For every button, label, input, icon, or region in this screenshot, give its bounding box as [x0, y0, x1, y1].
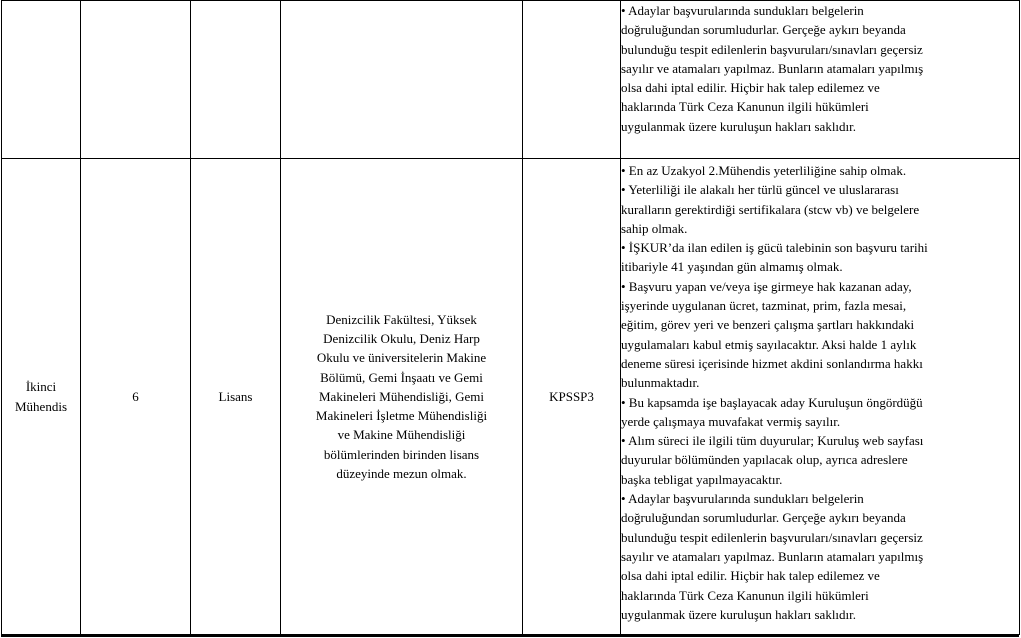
quota-cell [81, 1, 191, 159]
exam-cell [523, 1, 621, 159]
requirement-line: bulunduğu tespit edilenlerin başvuruları/sınavları geçersiz [621, 529, 923, 545]
requirement-line: uygulamaları kabul etmiş sayılacaktır. Aksi halde 1 aylık [621, 336, 917, 352]
bottom-border [1, 635, 1019, 637]
requirement-line: uygulanmak üzere kuruluşun hakları saklıdır. [621, 606, 857, 622]
exam-cell [523, 159, 621, 635]
education-cell [191, 1, 281, 159]
requirement-line: • Adaylar başvurularında sundukları belgelerin [621, 491, 864, 507]
department-line: Okulu ve üniversitelerin Makine [316, 350, 487, 366]
department-cell [281, 159, 523, 635]
department-line: Makineleri İşletme Mühendisliği [315, 408, 488, 424]
position-cell [2, 1, 81, 159]
requirement-line: sayılır ve atamaları yapılmaz. Bunların atamaları yapılmış [621, 548, 924, 564]
requirement-line: • Yeterliliği ile alakalı her türlü güncel ve uluslararası [621, 182, 899, 198]
position-title-line: Mühendis [15, 398, 67, 414]
department-line: Bölümü, Gemi İnşaatı ve Gemi [320, 369, 483, 385]
requirement-line: • Başvuru yapan ve/veya işe girmeye hak kazanan aday, [621, 278, 912, 294]
requirements-table [1, 0, 1020, 635]
requirement-line: başka tebligat yapılmayacaktır. [621, 471, 783, 487]
department-line: Denizcilik Okulu, Deniz Harp [323, 331, 480, 347]
requirement-line: • İŞKUR’da ilan edilen iş gücü talebinin son başvuru tarihi [621, 240, 928, 256]
requirement-line: yerde çalışmaya muvafakat vermiş sayılır. [621, 413, 841, 429]
requirement-line: doğruluğundan sorumludurlar. Gerçeğe aykırı beyanda [621, 510, 906, 526]
requirements-cell [621, 159, 1020, 635]
department-line: Makineleri Mühendisliği, Gemi [318, 388, 484, 404]
department-line: düzeyinde mezun olmak. [336, 465, 467, 481]
requirement-line: itibariyle 41 yaşından gün almamış olmak. [621, 259, 843, 275]
quota-cell [81, 159, 191, 635]
requirement-line: • Adaylar başvurularında sundukları belgelerin [621, 3, 864, 18]
table-row-ikinci-muhendis [2, 159, 1020, 635]
requirement-line: uygulanmak üzere kuruluşun hakları saklıdır. [621, 118, 857, 134]
table-row-previous [2, 1, 1020, 159]
requirement-line: kuralların gerektirdiği sertifikalara (stcw vb) ve belgelere [621, 201, 920, 217]
requirement-line: olsa dahi iptal edilir. Hiçbir hak talep edilemez ve [621, 568, 880, 584]
requirement-line: bulunduğu tespit edilenlerin başvuruları/sınavları geçersiz [621, 41, 923, 57]
requirement-line: olsa dahi iptal edilir. Hiçbir hak talep edilemez ve [621, 80, 880, 96]
requirement-line: • En az Uzakyol 2.Mühendis yeterliliğine sahip olmak. [621, 163, 907, 178]
position-title-line: İkinci [25, 379, 57, 395]
requirement-line: sahip olmak. [621, 220, 688, 236]
requirement-line: • Alım süreci ile ilgili tüm duyurular; Kuruluş web sayfası [621, 433, 924, 449]
exam-type: KPSSP3 [549, 388, 594, 404]
education-cell [191, 159, 281, 635]
education-level: Lisans [218, 388, 253, 404]
requirement-line: doğruluğundan sorumludurlar. Gerçeğe aykırı beyanda [621, 22, 906, 38]
position-cell [2, 159, 81, 635]
requirement-line: haklarında Türk Ceza Kanunun ilgili hükümleri [621, 99, 869, 115]
requirement-line: işyerinde uygulanan ücret, tazminat, prim, fazla mesai, [621, 298, 907, 314]
quota-value: 6 [132, 388, 139, 404]
requirement-line: • Bu kapsamda işe başlayacak aday Kuruluşun öngördüğü [621, 394, 923, 410]
requirement-line: haklarında Türk Ceza Kanunun ilgili hükümleri [621, 587, 869, 603]
department-cell [281, 1, 523, 159]
requirement-line: deneme süresi içerisinde hizmet akdini sonlandırma hakkı [621, 355, 923, 371]
department-line: Denizcilik Fakültesi, Yüksek [326, 312, 477, 328]
requirements-cell [621, 1, 1020, 159]
department-line: ve Makine Mühendisliği [337, 427, 466, 443]
requirement-line: sayılır ve atamaları yapılmaz. Bunların atamaları yapılmış [621, 60, 924, 76]
requirement-line: bulunmaktadır. [621, 375, 700, 391]
requirement-line: eğitim, görev yeri ve benzeri çalışma şartları hakkındaki [621, 317, 915, 333]
department-line: bölümlerinden birinden lisans [323, 446, 480, 462]
requirement-line: duyurular bölümünden yapılacak olup, ayrıca adreslere [621, 452, 908, 468]
